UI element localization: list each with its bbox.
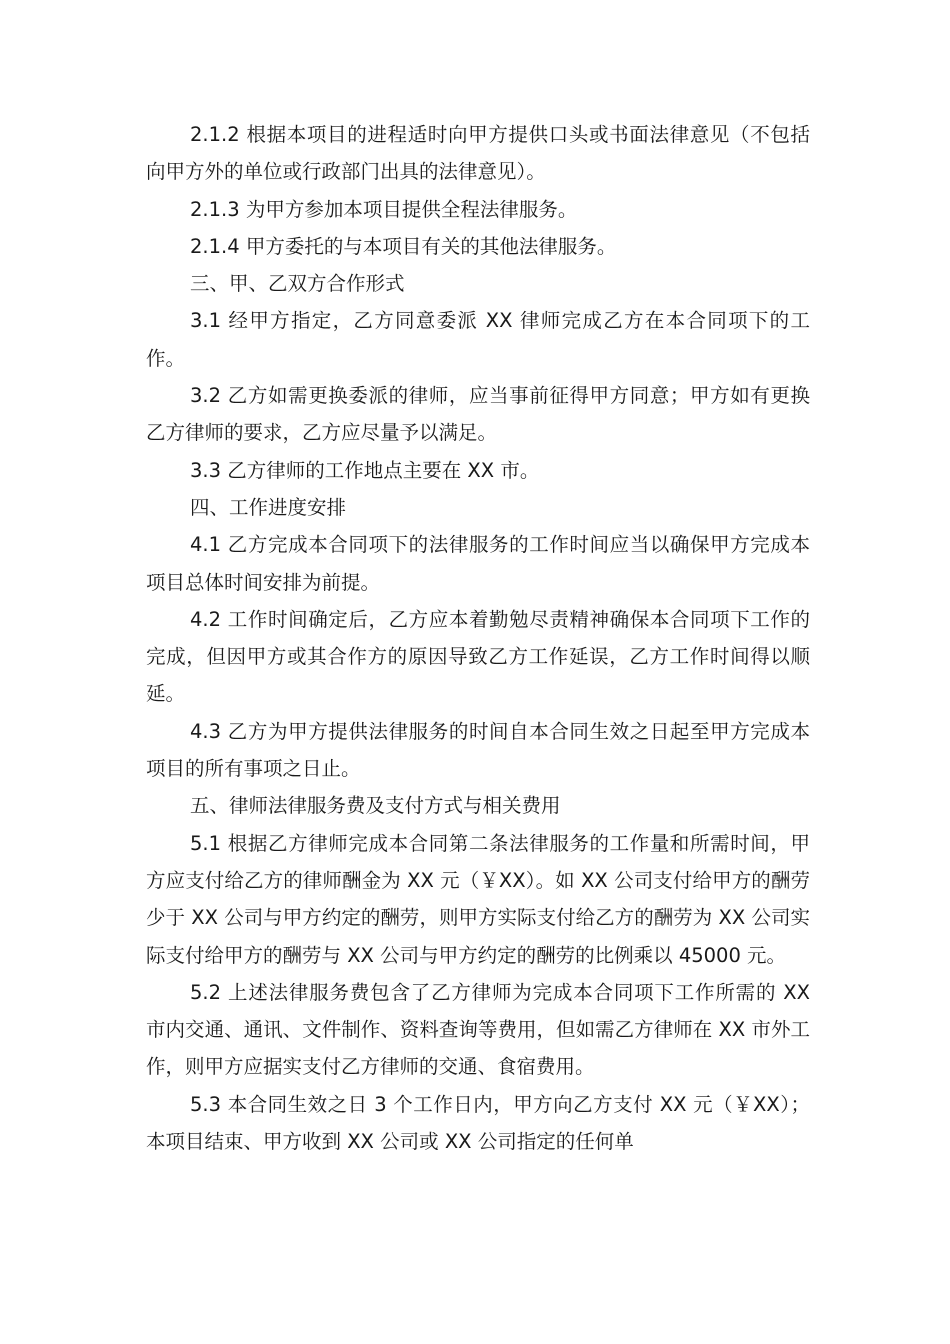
clause-paragraph: 2.1.2 根据本项目的进程适时向甲方提供口头或书面法律意见（不包括向甲方外的单位或行政部门出具的法律意见）。 [146,123,810,184]
section-heading: 三、甲、乙双方合作形式 [190,272,405,296]
section-heading: 四、工作进度安排 [190,495,347,519]
clause-paragraph: 5.1 根据乙方律师完成本合同第二条法律服务的工作量和所需时间，甲方应支付给乙方的律师酬金为 XX 元（￥XX）。如 XX 公司支付给甲方的酬劳少于 XX 公司与甲方约定的酬劳，则甲方实际支付给乙方的酬劳为 XX 公司实际支付给甲方的酬劳与 XX 公司与甲方约定的酬劳的比例乘以 45000 元。 [146,831,810,967]
clause-paragraph: 5.3 本合同生效之日 3 个工作日内，甲方向乙方支付 XX 元（￥XX）；本项目结束、甲方收到 XX 公司或 XX 公司指定的任何单 [146,1092,810,1154]
clause-paragraph: 3.1 经甲方指定，乙方同意委派 XX 律师完成乙方在本合同项下的工作。 [146,309,810,370]
clause-paragraph: 2.1.4 甲方委托的与本项目有关的其他法律服务。 [190,234,617,258]
clause-paragraph: 2.1.3 为甲方参加本项目提供全程法律服务。 [190,197,578,221]
clause-paragraph: 4.3 乙方为甲方提供法律服务的时间自本合同生效之日起至甲方完成本项目的所有事项之日止。 [146,719,810,781]
clause-paragraph: 3.3 乙方律师的工作地点主要在 XX 市。 [190,458,540,482]
clause-paragraph: 4.1 乙方完成本合同项下的法律服务的工作时间应当以确保甲方完成本项目总体时间安排为前提。 [146,533,810,594]
clause-paragraph: 3.2 乙方如需更换委派的律师，应当事前征得甲方同意；甲方如有更换乙方律师的要求，乙方应尽量予以满足。 [146,384,810,445]
section-heading: 五、律师法律服务费及支付方式与相关费用 [190,794,561,818]
clause-paragraph: 4.2 工作时间确定后，乙方应本着勤勉尽责精神确保本合同项下工作的完成，但因甲方或其合作方的原因导致乙方工作延误，乙方工作时间得以顺延。 [146,607,810,706]
document-body [146,116,810,1160]
clause-paragraph: 5.2 上述法律服务费包含了乙方律师为完成本合同项下工作所需的 XX 市内交通、通讯、文件制作、资料查询等费用，但如需乙方律师在 XX 市外工作，则甲方应据实支付乙方律师的交通、食宿费用。 [146,980,810,1079]
